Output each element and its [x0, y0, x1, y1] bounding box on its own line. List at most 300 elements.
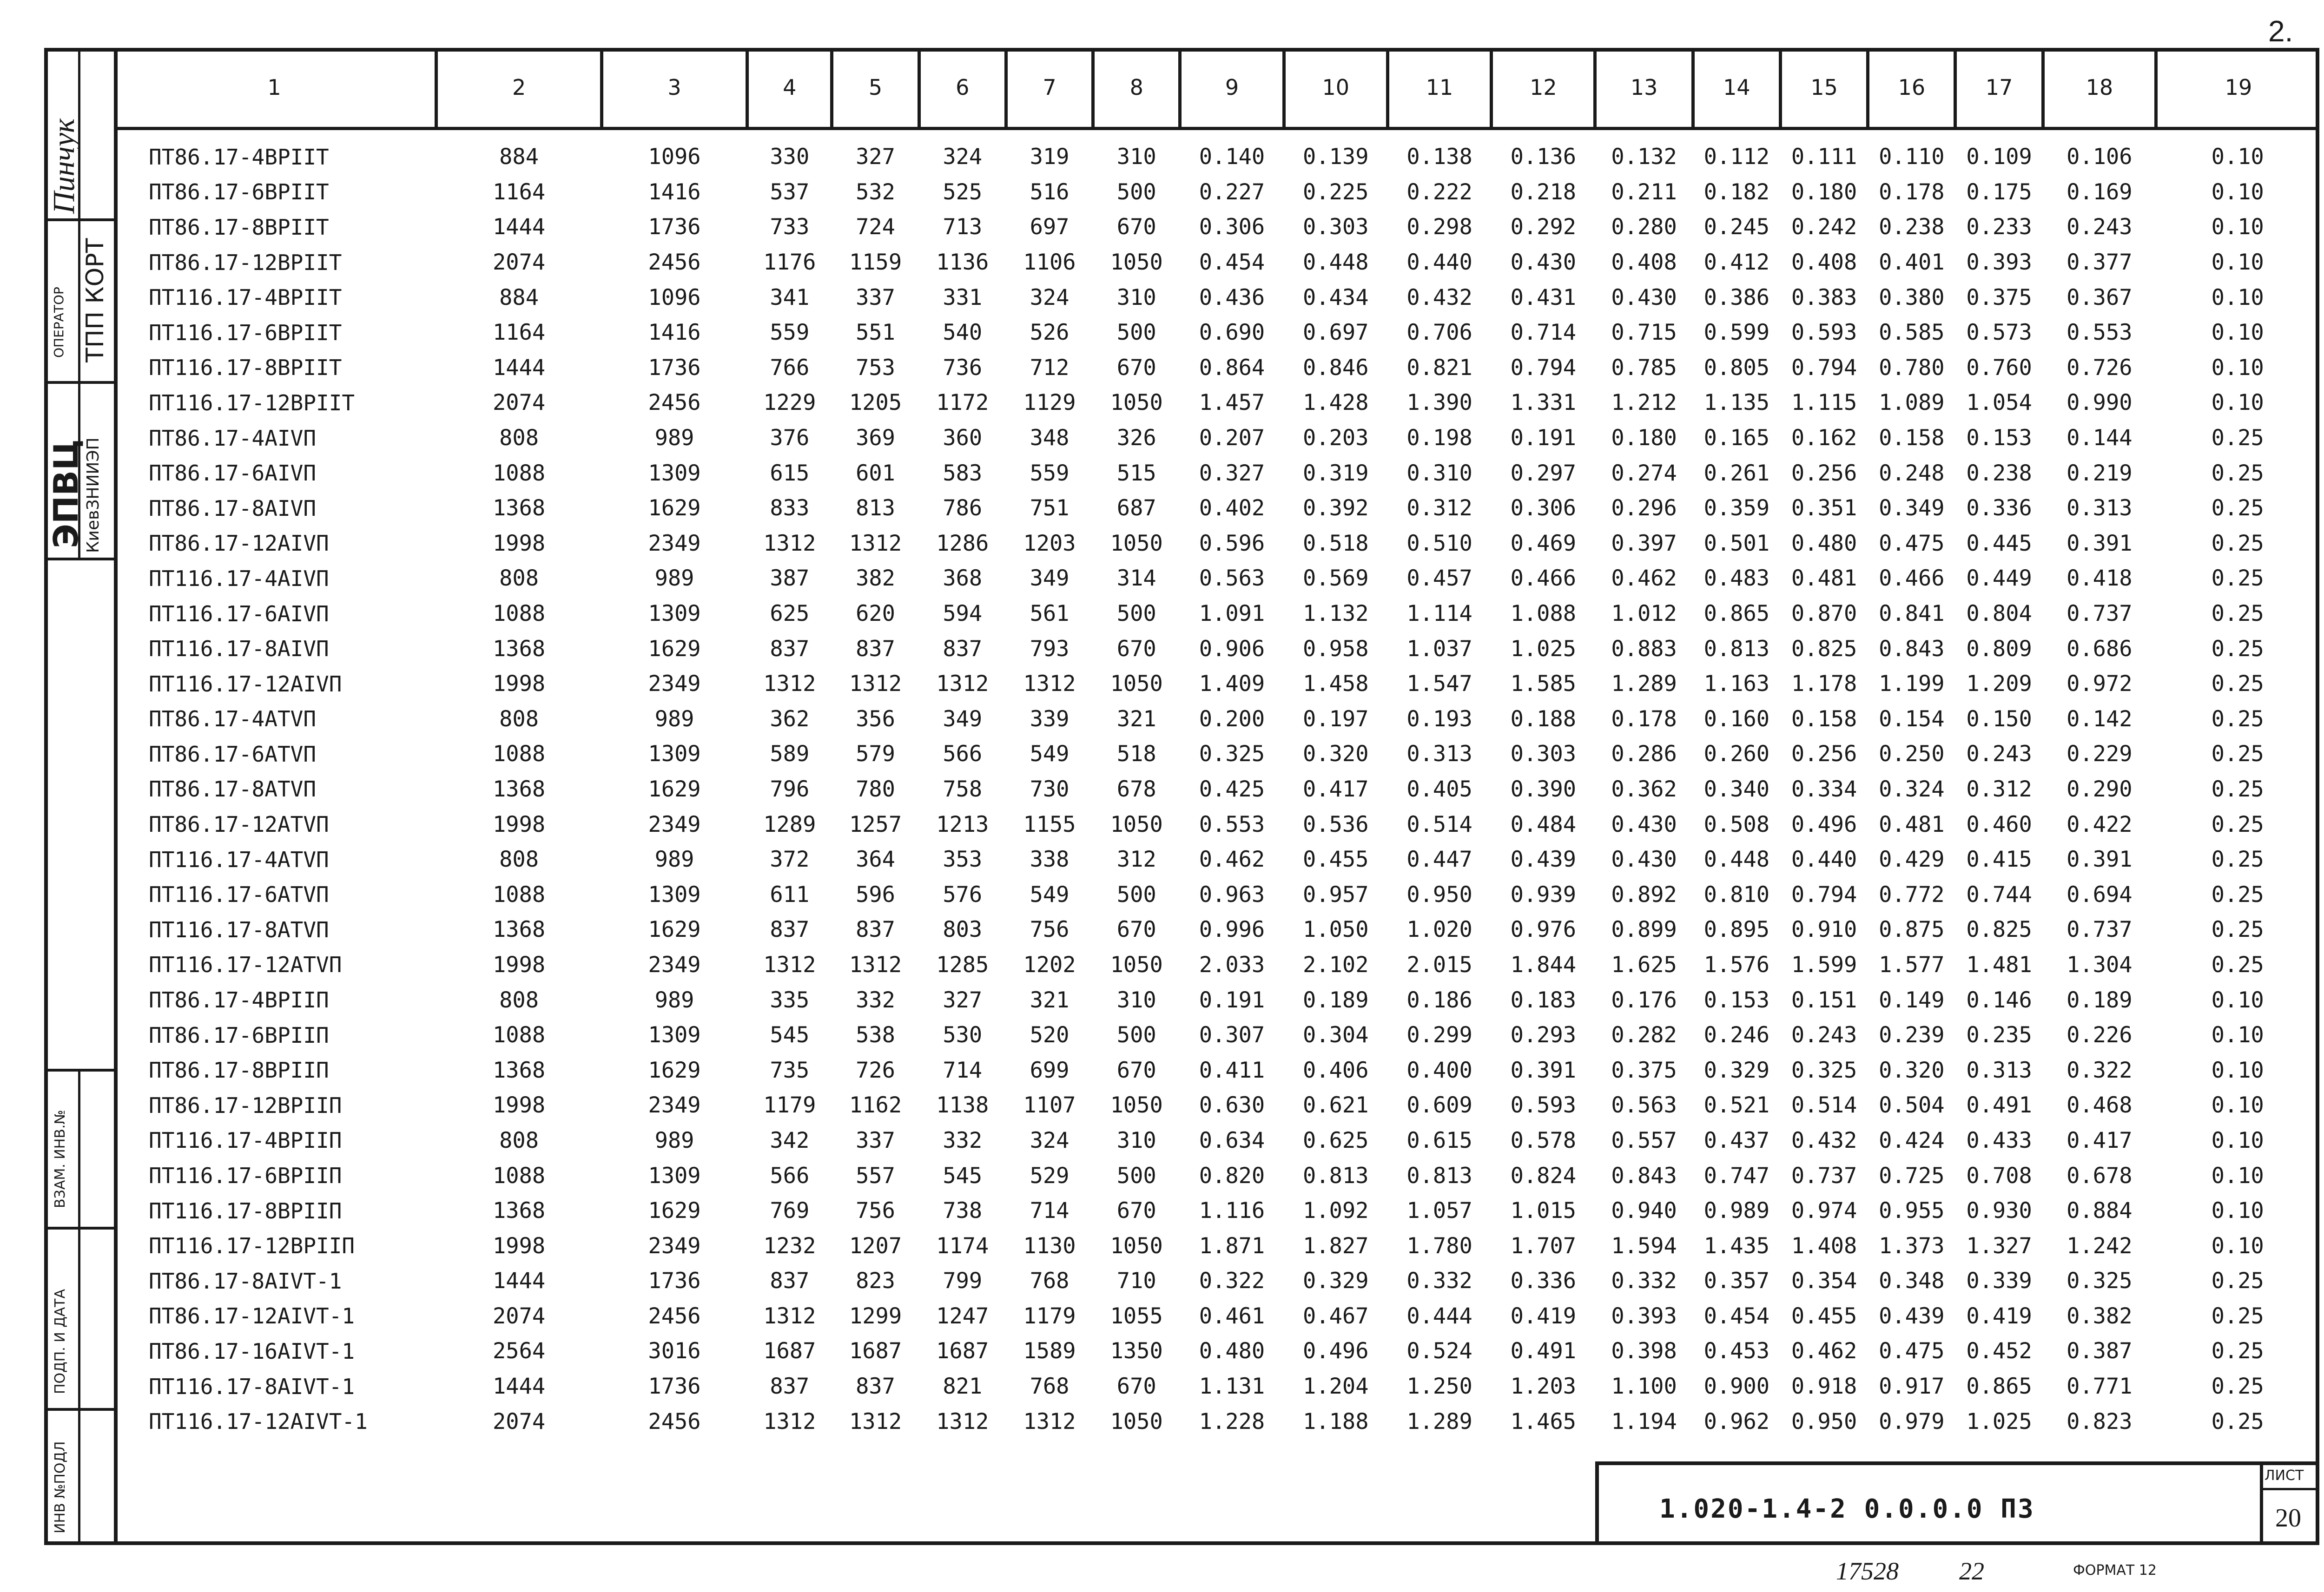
value-cell: 0.480 [1791, 530, 1857, 556]
table-row [114, 421, 2319, 456]
value-cell: 0.454 [1199, 250, 1265, 276]
value-cell: 0.737 [2067, 601, 2133, 627]
value-cell: 1312 [763, 530, 816, 556]
value-cell: 1368 [493, 917, 546, 943]
value-cell: 799 [943, 1268, 983, 1294]
value-cell: 989 [654, 987, 694, 1013]
side-vertical-divider-lower [78, 1069, 80, 1545]
value-cell: 1312 [849, 1408, 902, 1434]
table-row [114, 596, 2319, 632]
product-name-cell: ПТ86.17-12АIVТ-1 [149, 1303, 355, 1329]
product-name-cell: ПТ86.17-8АIVТ-1 [149, 1268, 342, 1294]
table-row [114, 666, 2319, 702]
value-cell: 1285 [936, 952, 989, 978]
value-cell: 2.015 [1406, 952, 1472, 978]
table-row [114, 1018, 2319, 1053]
value-cell: 730 [1030, 776, 1070, 802]
value-cell: 1.428 [1303, 390, 1369, 416]
value-cell: 0.870 [1791, 601, 1857, 627]
value-cell: 387 [770, 566, 810, 592]
value-cell: 1687 [936, 1338, 989, 1364]
value-cell: 0.434 [1303, 284, 1369, 310]
value-cell: 1.465 [1510, 1408, 1577, 1434]
value-cell: 0.429 [1879, 847, 1945, 873]
table-row [114, 526, 2319, 561]
value-cell: 1162 [849, 1092, 902, 1118]
product-name-cell: ПТ116.17-6ВРIIП [149, 1163, 342, 1189]
value-cell: 0.25 [2211, 1408, 2264, 1434]
product-name-cell: ПТ86.17-8АТVП [149, 776, 317, 802]
value-cell: 372 [770, 847, 810, 873]
value-cell: 1.327 [1966, 1233, 2032, 1259]
value-cell: 837 [770, 1268, 810, 1294]
value-cell: 1.132 [1303, 601, 1369, 627]
side-divider [44, 381, 114, 384]
value-cell: 0.419 [1966, 1303, 2032, 1329]
value-cell: 1687 [763, 1338, 816, 1364]
value-cell: 0.25 [2211, 847, 2264, 873]
value-cell: 369 [856, 425, 895, 451]
value-cell: 515 [1116, 460, 1156, 486]
value-cell: 1368 [493, 636, 546, 662]
value-cell: 808 [499, 847, 539, 873]
value-cell: 0.25 [2211, 952, 2264, 978]
value-cell: 551 [856, 320, 895, 346]
value-cell: 712 [1030, 355, 1070, 381]
value-cell: 1174 [936, 1233, 989, 1259]
value-cell: 687 [1116, 495, 1156, 521]
value-cell: 1055 [1110, 1303, 1163, 1329]
column-header: 13 [1595, 48, 1693, 129]
value-cell: 0.280 [1611, 214, 1677, 240]
value-cell: 0.820 [1199, 1163, 1265, 1189]
table-row [114, 947, 2319, 983]
value-cell: 808 [499, 425, 539, 451]
table-row [114, 1404, 2319, 1439]
value-cell: 793 [1030, 636, 1070, 662]
field-inventory-swap: ВЗАМ. ИНВ.№ [52, 1110, 68, 1208]
value-cell: 0.336 [1966, 495, 2032, 521]
value-cell: 0.483 [1703, 566, 1770, 592]
value-cell: 0.714 [1510, 320, 1577, 346]
value-cell: 583 [943, 460, 983, 486]
value-cell: 500 [1116, 1163, 1156, 1189]
value-cell: 310 [1116, 987, 1156, 1013]
value-cell: 0.25 [2211, 495, 2264, 521]
product-name-cell: ПТ86.17-12АТVП [149, 812, 329, 837]
table-row [114, 129, 2319, 175]
value-cell: 349 [943, 706, 983, 732]
value-cell: 0.200 [1199, 706, 1265, 732]
value-cell: 0.312 [1966, 776, 2032, 802]
value-cell: 312 [1116, 847, 1156, 873]
table-row [114, 912, 2319, 947]
column-header: 18 [2043, 48, 2156, 129]
value-cell: 1.435 [1703, 1233, 1770, 1259]
value-cell: 335 [770, 987, 810, 1013]
value-cell: 0.974 [1791, 1198, 1857, 1224]
value-cell: 0.354 [1791, 1268, 1857, 1294]
value-cell: 714 [943, 1057, 983, 1083]
value-cell: 0.475 [1879, 530, 1945, 556]
value-cell: 0.910 [1791, 917, 1857, 943]
value-cell: 0.596 [1199, 530, 1265, 556]
value-cell: 0.367 [2067, 284, 2133, 310]
value-cell: 0.514 [1791, 1092, 1857, 1118]
value-cell: 1050 [1110, 811, 1163, 837]
value-cell: 0.25 [2211, 1303, 2264, 1329]
value-cell: 1203 [1023, 530, 1076, 556]
value-cell: 0.432 [1406, 284, 1472, 310]
value-cell: 0.573 [1966, 320, 2032, 346]
value-cell: 1.599 [1791, 952, 1857, 978]
value-cell: 0.518 [1303, 530, 1369, 556]
value-cell: 2074 [493, 390, 546, 416]
value-cell: 0.864 [1199, 355, 1265, 381]
value-cell: 678 [1116, 776, 1156, 802]
value-cell: 0.823 [2067, 1408, 2133, 1434]
column-header: 9 [1180, 48, 1284, 129]
value-cell: 0.25 [2211, 741, 2264, 767]
value-cell: 1.015 [1510, 1198, 1577, 1224]
value-cell: 1309 [648, 882, 701, 908]
value-cell: 0.380 [1879, 284, 1945, 310]
value-cell: 0.150 [1966, 706, 2032, 732]
value-cell: 0.203 [1303, 425, 1369, 451]
value-cell: 601 [856, 460, 895, 486]
value-cell: 0.340 [1703, 776, 1770, 802]
value-cell: 0.569 [1303, 566, 1369, 592]
value-cell: 0.432 [1791, 1127, 1857, 1153]
value-cell: 0.10 [2211, 1198, 2264, 1224]
value-cell: 0.10 [2211, 390, 2264, 416]
value-cell: 314 [1116, 566, 1156, 592]
column-header: 17 [1955, 48, 2043, 129]
value-cell: 0.146 [1966, 987, 2032, 1013]
value-cell: 0.158 [1879, 425, 1945, 451]
value-cell: 0.303 [1303, 214, 1369, 240]
value-cell: 0.821 [1406, 355, 1472, 381]
value-cell: 0.708 [1966, 1163, 2032, 1189]
value-cell: 1130 [1023, 1233, 1076, 1259]
value-cell: 1312 [936, 1408, 989, 1434]
product-name-cell: ПТ86.17-12АIVП [149, 531, 329, 556]
value-cell: 0.25 [2211, 917, 2264, 943]
value-cell: 1207 [849, 1233, 902, 1259]
value-cell: 714 [1030, 1198, 1070, 1224]
value-cell: 1107 [1023, 1092, 1076, 1118]
value-cell: 1176 [763, 250, 816, 276]
value-cell: 500 [1116, 179, 1156, 205]
value-cell: 2456 [648, 1303, 701, 1329]
value-cell: 0.25 [2211, 882, 2264, 908]
value-cell: 1444 [493, 1268, 546, 1294]
sheet-number: 20 [2275, 1504, 2301, 1533]
value-cell: 356 [856, 706, 895, 732]
value-cell: 0.320 [1879, 1057, 1945, 1083]
value-cell: 0.615 [1406, 1127, 1472, 1153]
value-cell: 837 [856, 917, 895, 943]
value-cell: 0.962 [1703, 1408, 1770, 1434]
value-cell: 310 [1116, 1127, 1156, 1153]
value-cell: 699 [1030, 1057, 1070, 1083]
value-cell: 1179 [763, 1092, 816, 1118]
table-row [114, 1369, 2319, 1404]
value-cell: 321 [1116, 706, 1156, 732]
value-cell: 327 [856, 144, 895, 170]
value-cell: 0.299 [1406, 1022, 1472, 1048]
value-cell: 1.025 [1510, 636, 1577, 662]
value-cell: 338 [1030, 847, 1070, 873]
value-cell: 339 [1030, 706, 1070, 732]
value-cell: 0.243 [1791, 1022, 1857, 1048]
value-cell: 615 [770, 460, 810, 486]
value-cell: 0.226 [2067, 1022, 2133, 1048]
operator-label: ОПЕРАТОР [51, 287, 66, 358]
value-cell: 756 [856, 1198, 895, 1224]
value-cell: 0.694 [2067, 882, 2133, 908]
table-row [114, 702, 2319, 737]
value-cell: 808 [499, 566, 539, 592]
value-cell: 0.211 [1611, 179, 1677, 205]
value-cell: 1.199 [1879, 671, 1945, 697]
value-cell: 1088 [493, 741, 546, 767]
value-cell: 1155 [1023, 811, 1076, 837]
value-cell: 0.239 [1879, 1022, 1945, 1048]
value-cell: 1.135 [1703, 390, 1770, 416]
value-cell: 1.390 [1406, 390, 1472, 416]
value-cell: 2349 [648, 1233, 701, 1259]
value-cell: 0.883 [1611, 636, 1677, 662]
value-cell: 0.274 [1611, 460, 1677, 486]
value-cell: 670 [1116, 917, 1156, 943]
value-cell: 310 [1116, 284, 1156, 310]
value-cell: 538 [856, 1022, 895, 1048]
value-cell: 0.510 [1406, 530, 1472, 556]
value-cell: 837 [770, 1374, 810, 1400]
value-cell: 376 [770, 425, 810, 451]
value-cell: 0.243 [1966, 741, 2032, 767]
product-name-cell: ПТ116.17-8АТVП [149, 917, 329, 942]
value-cell: 0.297 [1510, 460, 1577, 486]
value-cell: 0.976 [1510, 917, 1577, 943]
value-cell: 0.599 [1703, 320, 1770, 346]
value-cell: 0.290 [2067, 776, 2133, 802]
value-cell: 1312 [763, 1303, 816, 1329]
value-cell: 1312 [1023, 671, 1076, 697]
value-cell: 0.794 [1510, 355, 1577, 381]
value-cell: 1629 [648, 636, 701, 662]
value-cell: 368 [943, 566, 983, 592]
value-cell: 1.594 [1611, 1233, 1677, 1259]
value-cell: 0.593 [1510, 1092, 1577, 1118]
product-name-cell: ПТ86.17-8ВРIIТ [149, 214, 329, 240]
value-cell: 0.989 [1703, 1198, 1770, 1224]
value-cell: 0.188 [1510, 706, 1577, 732]
value-cell: 0.132 [1611, 144, 1677, 170]
value-cell: 1.625 [1611, 952, 1677, 978]
value-cell: 1312 [849, 952, 902, 978]
value-cell: 0.424 [1879, 1127, 1945, 1153]
value-cell: 0.391 [1510, 1057, 1577, 1083]
value-cell: 0.397 [1611, 530, 1677, 556]
value-cell: 0.191 [1199, 987, 1265, 1013]
value-cell: 1444 [493, 355, 546, 381]
value-cell: 1.088 [1510, 601, 1577, 627]
value-cell: 1.212 [1611, 390, 1677, 416]
value-cell: 1629 [648, 776, 701, 802]
value-cell: 1232 [763, 1233, 816, 1259]
value-cell: 670 [1116, 1198, 1156, 1224]
value-cell: 0.306 [1510, 495, 1577, 521]
value-cell: 768 [1030, 1268, 1070, 1294]
value-cell: 989 [654, 706, 694, 732]
value-cell: 594 [943, 601, 983, 627]
value-cell: 0.165 [1703, 425, 1770, 451]
value-cell: 2349 [648, 952, 701, 978]
value-cell: 808 [499, 1127, 539, 1153]
value-cell: 0.678 [2067, 1163, 2133, 1189]
value-cell: 0.324 [1879, 776, 1945, 802]
value-cell: 0.25 [2211, 460, 2264, 486]
value-cell: 0.377 [2067, 250, 2133, 276]
value-cell: 0.455 [1303, 847, 1369, 873]
value-cell: 0.496 [1791, 811, 1857, 837]
value-cell: 0.293 [1510, 1022, 1577, 1048]
value-cell: 0.408 [1611, 250, 1677, 276]
field-original-inventory: ИНВ №ПОДЛ [52, 1441, 68, 1533]
value-cell: 1368 [493, 1057, 546, 1083]
value-cell: 0.706 [1406, 320, 1472, 346]
table-row [114, 561, 2319, 596]
value-cell: 0.322 [1199, 1268, 1265, 1294]
value-cell: 0.843 [1611, 1163, 1677, 1189]
value-cell: 0.320 [1303, 741, 1369, 767]
value-cell: 1312 [763, 952, 816, 978]
value-cell: 0.895 [1703, 917, 1770, 943]
value-cell: 0.182 [1703, 179, 1770, 205]
value-cell: 0.475 [1879, 1338, 1945, 1364]
value-cell: 611 [770, 882, 810, 908]
value-cell: 0.25 [2211, 1374, 2264, 1400]
value-cell: 0.794 [1791, 882, 1857, 908]
value-cell: 1050 [1110, 1233, 1163, 1259]
side-divider [44, 1227, 114, 1230]
value-cell: 0.846 [1303, 355, 1369, 381]
value-cell: 1136 [936, 250, 989, 276]
value-cell: 756 [1030, 917, 1070, 943]
value-cell: 0.400 [1406, 1057, 1472, 1083]
value-cell: 0.462 [1199, 847, 1265, 873]
column-header: 19 [2156, 48, 2319, 129]
value-cell: 768 [1030, 1374, 1070, 1400]
value-cell: 0.307 [1199, 1022, 1265, 1048]
value-cell: 516 [1030, 179, 1070, 205]
value-cell: 753 [856, 355, 895, 381]
value-cell: 0.990 [2067, 390, 2133, 416]
value-cell: 0.417 [2067, 1127, 2133, 1153]
value-cell: 989 [654, 425, 694, 451]
value-cell: 0.491 [1966, 1092, 2032, 1118]
value-cell: 1629 [648, 1198, 701, 1224]
value-cell: 1.289 [1611, 671, 1677, 697]
value-cell: 0.303 [1510, 741, 1577, 767]
value-cell: 670 [1116, 355, 1156, 381]
value-cell: 0.25 [2211, 706, 2264, 732]
document-code: 1.020-1.4-2 0.0.0.0 ПЗ [1659, 1494, 2035, 1524]
value-cell: 1096 [648, 284, 701, 310]
value-cell: 549 [1030, 741, 1070, 767]
value-cell: 0.153 [1966, 425, 2032, 451]
value-cell: 0.439 [1510, 847, 1577, 873]
column-header: 12 [1492, 48, 1595, 129]
value-cell: 837 [770, 636, 810, 662]
column-header: 15 [1780, 48, 1868, 129]
value-cell: 0.175 [1966, 179, 2032, 205]
value-cell: 0.10 [2211, 1127, 2264, 1153]
value-cell: 0.419 [1510, 1303, 1577, 1329]
value-cell: 1.188 [1303, 1408, 1369, 1434]
value-cell: 0.112 [1703, 144, 1770, 170]
product-name-cell: ПТ86.17-8ВРIIП [149, 1058, 329, 1083]
value-cell: 0.348 [1879, 1268, 1945, 1294]
value-cell: 1.827 [1303, 1233, 1369, 1259]
value-cell: 0.578 [1510, 1127, 1577, 1153]
value-cell: 837 [943, 636, 983, 662]
value-cell: 0.630 [1199, 1092, 1265, 1118]
value-cell: 1050 [1110, 671, 1163, 697]
value-cell: 0.191 [1510, 425, 1577, 451]
value-cell: 0.229 [2067, 741, 2133, 767]
value-cell: 733 [770, 214, 810, 240]
value-cell: 1229 [763, 390, 816, 416]
value-cell: 0.440 [1791, 847, 1857, 873]
value-cell: 0.138 [1406, 144, 1472, 170]
value-cell: 0.139 [1303, 144, 1369, 170]
table-row [114, 982, 2319, 1018]
value-cell: 1.577 [1879, 952, 1945, 978]
value-cell: 0.260 [1703, 741, 1770, 767]
value-cell: 566 [943, 741, 983, 767]
value-cell: 0.433 [1966, 1127, 2032, 1153]
value-cell: 1172 [936, 390, 989, 416]
value-cell: 337 [856, 284, 895, 310]
value-cell: 0.327 [1199, 460, 1265, 486]
value-cell: 0.524 [1406, 1338, 1472, 1364]
value-cell: 1.091 [1199, 601, 1265, 627]
value-cell: 342 [770, 1127, 810, 1153]
value-cell: 0.25 [2211, 811, 2264, 837]
column-header: 5 [832, 48, 919, 129]
value-cell: 1.116 [1199, 1198, 1265, 1224]
product-name-cell: ПТ86.17-6ВРIIТ [149, 179, 329, 205]
value-cell: 0.824 [1510, 1163, 1577, 1189]
value-cell: 989 [654, 847, 694, 873]
value-cell: 0.256 [1791, 741, 1857, 767]
value-cell: 500 [1116, 1022, 1156, 1048]
value-cell: 1309 [648, 1163, 701, 1189]
value-cell: 2074 [493, 1303, 546, 1329]
value-cell: 0.398 [1611, 1338, 1677, 1364]
value-cell: 348 [1030, 425, 1070, 451]
value-cell: 0.10 [2211, 1092, 2264, 1118]
value-cell: 0.296 [1611, 495, 1677, 521]
value-cell: 518 [1116, 741, 1156, 767]
value-cell: 0.393 [1611, 1303, 1677, 1329]
product-name-cell: ПТ116.17-4ВРIIП [149, 1128, 342, 1153]
value-cell: 2.033 [1199, 952, 1265, 978]
table-row [114, 1158, 2319, 1193]
